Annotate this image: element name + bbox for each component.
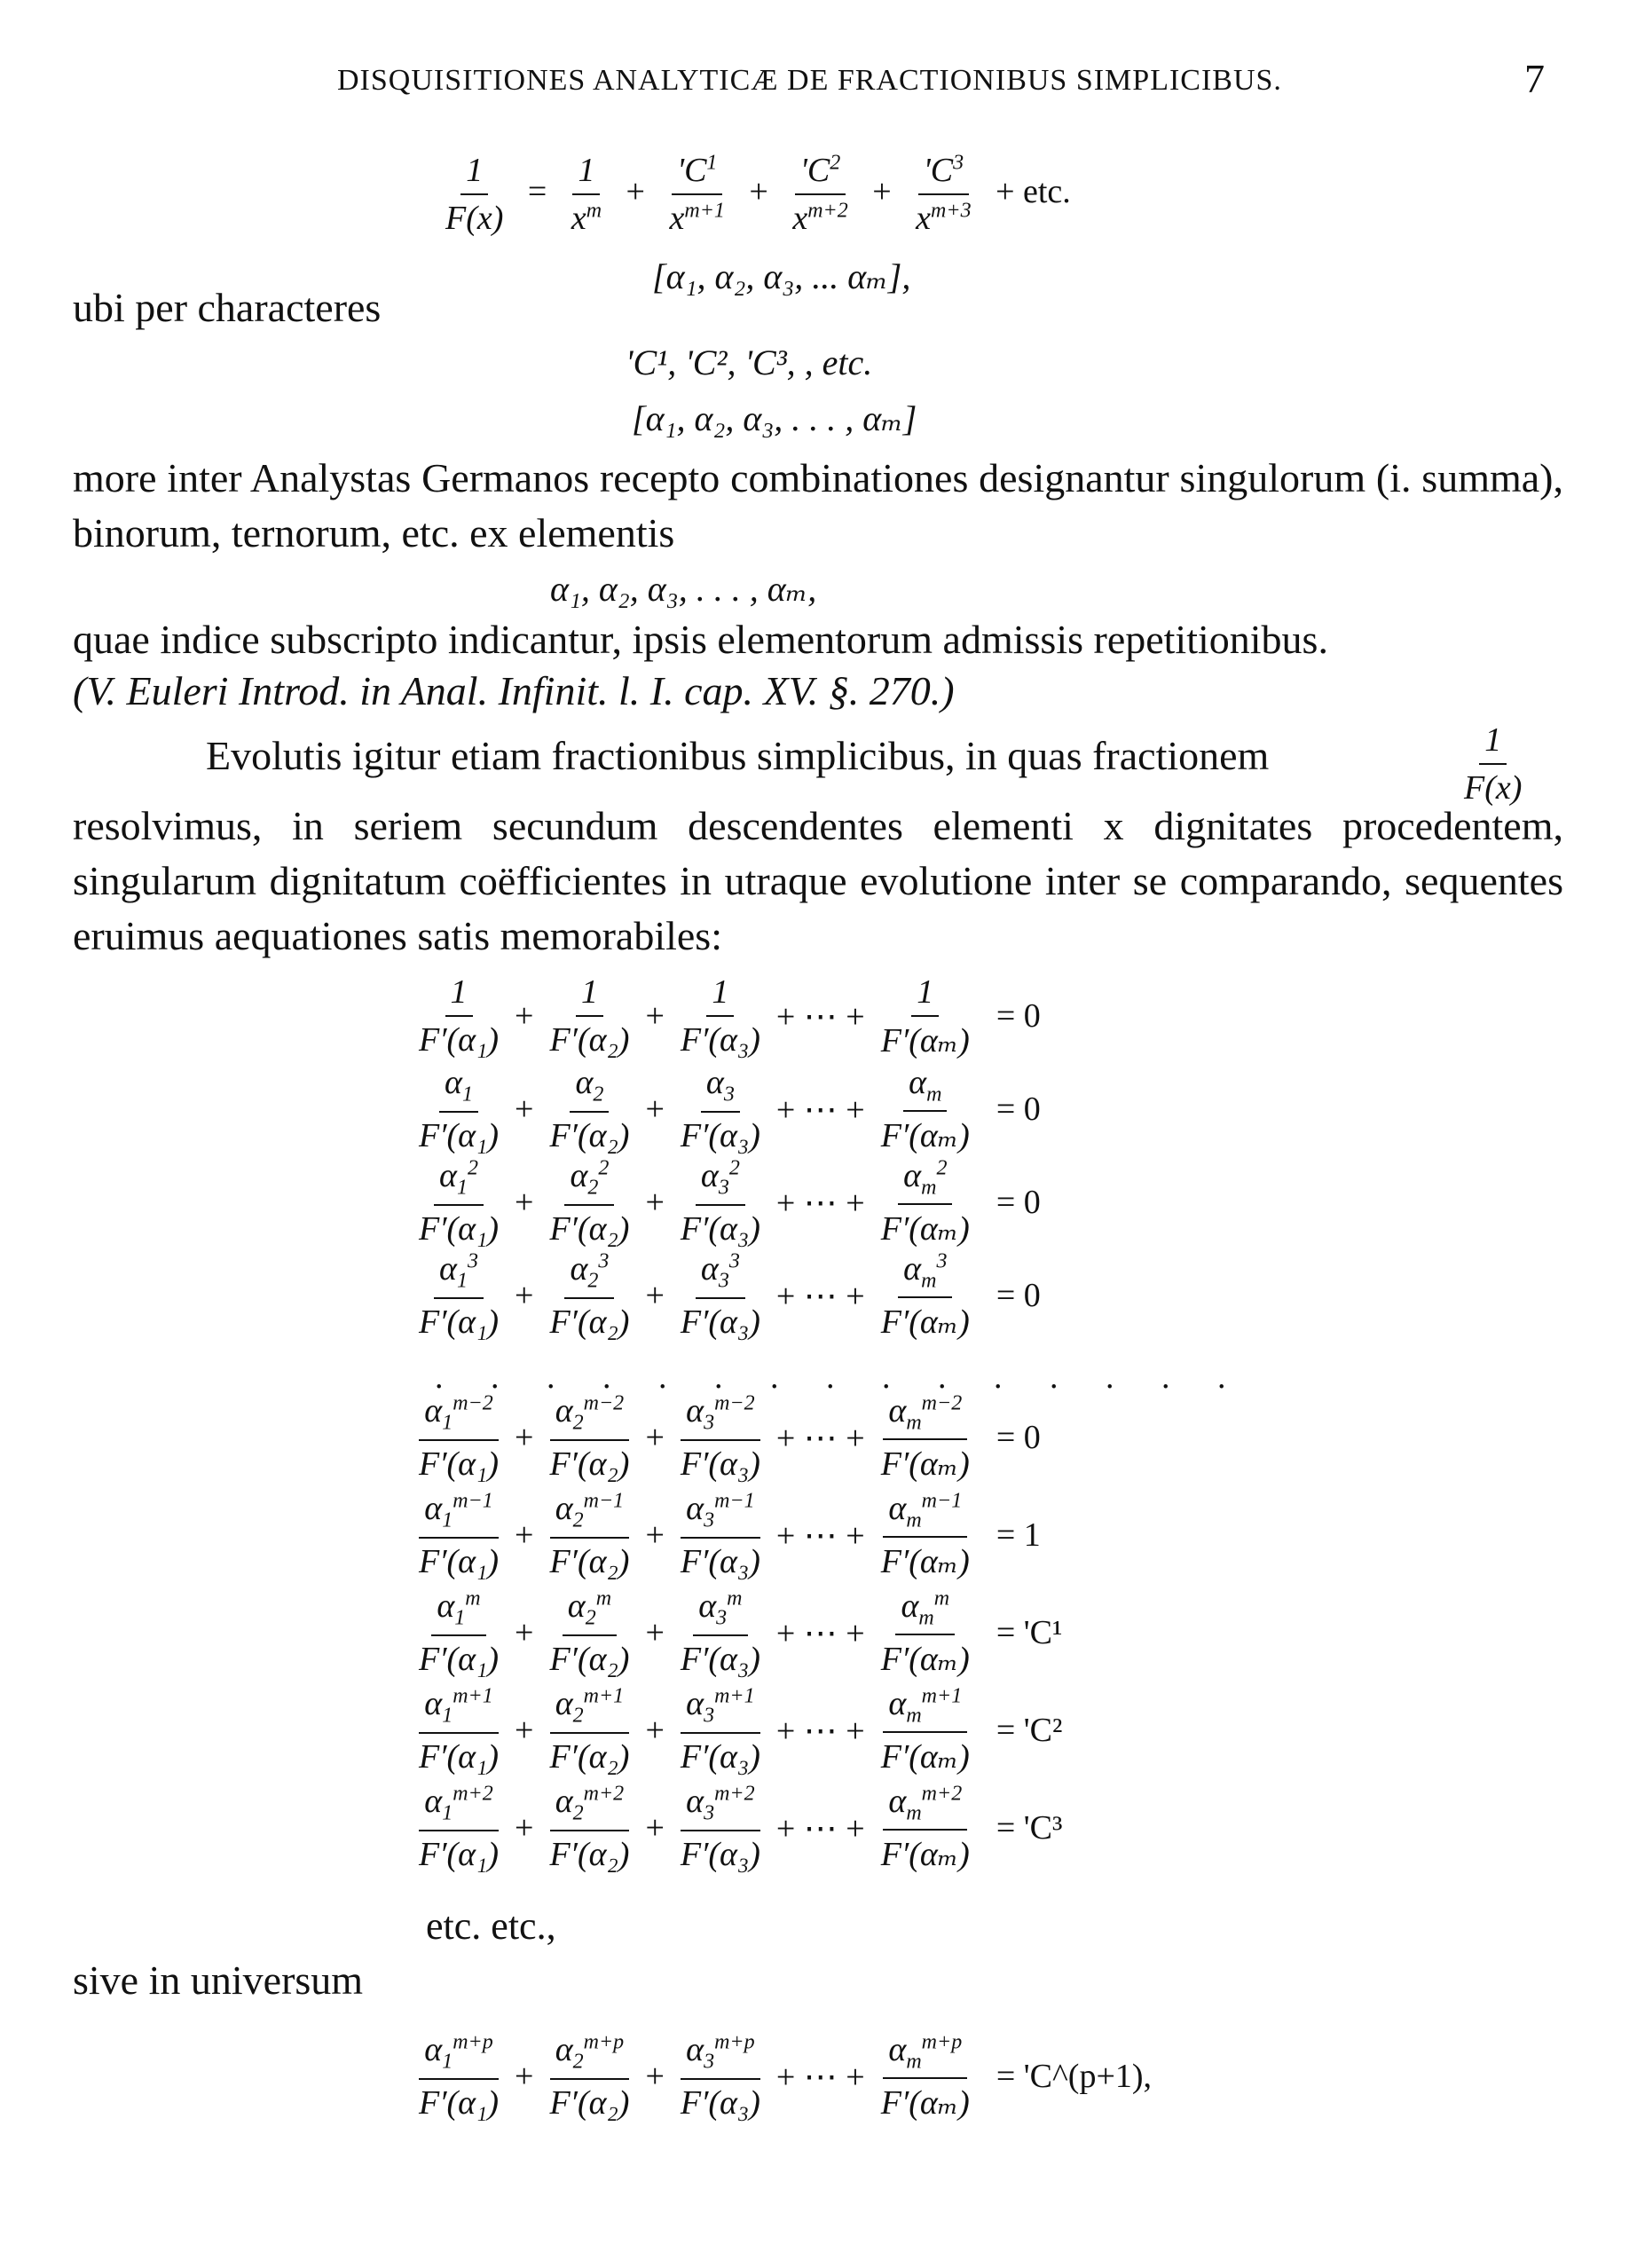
ellipsis-row: . . . . . . . . . . . . . . . — [435, 1358, 1246, 1396]
characters-line: 'C¹, 'C², 'C³, , etc. — [626, 343, 873, 382]
equation-row: $\frac{\alpha_1}{\text{F′(α₁)}}$ + $\frac{\alpha_2}{\text{F′(α₂)}}$ + $\frac{\alpha_3}{\text{F′(α₃)}}$ + ⋯ + $\frac{\alpha_m}{\text{F′(αₘ)}}$ = 0 — [419, 1063, 1041, 1155]
paragraph-1: more inter Analystas Germanos recepto combinationes designantur singulorum (i. summa), binorum, ternorum, etc. ex elementis — [73, 455, 1563, 555]
paragraph-3: resolvimus, in seriem secundum descendentes elementi x dignitates procedentem, singularum dignitatum coëfficientes in utraque evolutione inter se comparando, sequentes eruimus aequationes satis memorabiles: — [73, 803, 1563, 958]
general-equation: $\frac{\alpha_1^{m+p}}{\text{F′(α₁)}}$ + $\frac{\alpha_2^{m+p}}{\text{F′(α₂)}}$ + $\frac{\alpha_3^{m+p}}{\text{F′(α₃)}}$ + ⋯ + $\frac{\alpha_m^{m+p}}{\text{F′(αₘ)}}$ = 'C^(p+1), — [419, 2030, 1153, 2122]
equation-row: $\frac{\alpha_1^3}{\text{F′(α₁)}}$ + $\frac{\alpha_2^3}{\text{F′(α₂)}}$ + $\frac{\alpha_3^3}{\text{F′(α₃)}}$ + ⋯ + $\frac{\alpha_m^3}{\text{F′(αₘ)}}$ = 0 — [419, 1249, 1041, 1342]
sive-text: sive in universum — [73, 1957, 364, 2003]
equation-row: $\frac{\alpha_1^{m-2}}{\text{F′(α₁)}}$ + $\frac{\alpha_2^{m-2}}{\text{F′(α₂)}}$ + $\frac{\alpha_3^{m-2}}{\text{F′(α₃)}}$ + ⋯ + $\frac{\alpha_m^{m-2}}{\text{F′(αₘ)}}$ = 0 — [419, 1391, 1041, 1484]
lhs-fraction: $\frac{1}{F(x)}$ — [445, 152, 504, 237]
equation-row: $\frac{1}{\text{F′(α₁)}}$ + $\frac{1}{\text{F′(α₂)}}$ + $\frac{1}{\text{F′(α₃)}}$ + ⋯ + $\frac{1}{\text{F′(αₘ)}}$ = 0 — [419, 973, 1041, 1059]
elements-line: α₁, α₂, α₃, . . . , αₘ, — [550, 569, 817, 609]
page-number: 7 — [1524, 56, 1545, 101]
equation-row: $\frac{\alpha_1^{m+2}}{\text{F′(α₁)}}$ + $\frac{\alpha_2^{m+2}}{\text{F′(α₂)}}$ + $\frac{\alpha_3^{m+2}}{\text{F′(α₃)}}$ + ⋯ + $\frac{\alpha_m^{m+2}}{\text{F′(αₘ)}}$ = 'C³ — [419, 1782, 1063, 1874]
paragraph-3-fraction: $\frac{1}{F(x)}$ — [1464, 721, 1523, 807]
equation-row: $\frac{\alpha_1^m}{\text{F′(α₁)}}$ + $\frac{\alpha_2^m}{\text{F′(α₂)}}$ + $\frac{\alpha_3^m}{\text{F′(α₃)}}$ + ⋯ + $\frac{\alpha_m^m}{\text{F′(αₘ)}}$ = 'C¹ — [419, 1587, 1063, 1679]
reference-line: (V. Euleri Introd. in Anal. Infinit. l. I. cap. XV. §. 270.) — [73, 668, 955, 713]
formula-bracket: [α₁, α₂, α₃, ... αₘ], — [652, 256, 911, 296]
paragraph-2: quae indice subscripto indicantur, ipsis elementorum admissis repetitionibus. — [73, 617, 1328, 662]
etc-line: etc. etc., — [426, 1904, 556, 1948]
equation-row: $\frac{\alpha_1^2}{\text{F′(α₁)}}$ + $\frac{\alpha_2^2}{\text{F′(α₂)}}$ + $\frac{\alpha_3^2}{\text{F′(α₃)}}$ + ⋯ + $\frac{\alpha_m^2}{\text{F′(αₘ)}}$ = 0 — [419, 1156, 1041, 1248]
characters-bracket: [α₁, α₂, α₃, . . . , αₘ] — [632, 398, 917, 438]
equation-row: $\frac{\alpha_1^{m+1}}{\text{F′(α₁)}}$ + $\frac{\alpha_2^{m+1}}{\text{F′(α₂)}}$ + $\frac{\alpha_3^{m+1}}{\text{F′(α₃)}}$ + ⋯ + $\frac{\alpha_m^{m+1}}{\text{F′(αₘ)}}$ = 'C² — [419, 1684, 1063, 1776]
ubi-text: ubi per characteres — [73, 285, 382, 330]
formula-top: $\frac{1}{F(x)}$ = $\frac{1}{x^m}$ + $\frac{'C^1}{x^{m+1}}$ + $\frac{'C^2}{x^{m+2}}$ + $\frac{'C^3}{x^{m+3}}$ + etc. — [435, 151, 1076, 238]
paragraph-3-start: Evolutis igitur etiam fractionibus simplicibus, in quas fractionem — [206, 733, 1270, 778]
equation-row: $\frac{\alpha_1^{m-1}}{\text{F′(α₁)}}$ + $\frac{\alpha_2^{m-1}}{\text{F′(α₂)}}$ + $\frac{\alpha_3^{m-1}}{\text{F′(α₃)}}$ + ⋯ + $\frac{\alpha_m^{m-1}}{\text{F′(αₘ)}}$ = 1 — [419, 1489, 1041, 1581]
running-title: DISQUISITIONES ANALYTICÆ DE FRACTIONIBUS SIMPLICIBUS. — [337, 64, 1282, 97]
